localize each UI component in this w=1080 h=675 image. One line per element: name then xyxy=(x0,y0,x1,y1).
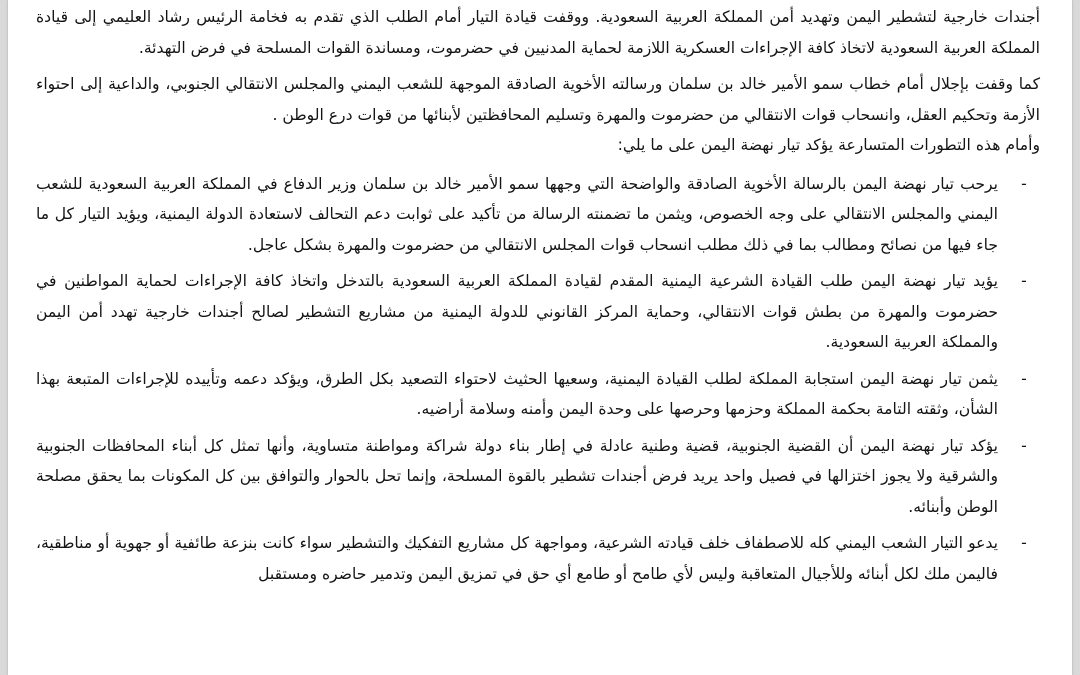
dash-bullet-icon: - xyxy=(1021,534,1027,552)
dash-bullet-icon: - xyxy=(1021,272,1027,290)
list-item-text: يدعو التيار الشعب اليمني كله للاصطفاف خلف قيادته الشرعية، ومواجهة كل مشاريع التفكيك والتشطير سواء كانت بنزعة طائفية أو جهوية أو مناطقية، فاليمن ملك لكل أبنائه وللأجيال المتعاقبة وليس لأي طامح أو طامع أي حق في تمزيق اليمن وتدمير حاضره ومستقبل xyxy=(36,534,998,583)
list-item xyxy=(36,528,1040,589)
list-item-text: يرحب تيار نهضة اليمن بالرسالة الأخوية الصادقة والواضحة التي وجهها سمو الأمير خالد بن سلمان وزير الدفاع في المملكة العربية السعودية للشعب اليمني والمجلس الانتقالي على وجه الخصوص، ويثمن ما تضمنته الرسالة من تأكيد على ثوابت دعم التحالف لاستعادة الدولة اليمنية، ويؤيد التيار كل ما جاء فيها من نصائح ومطالب بما في ذلك مطلب انسحاب قوات المجلس الانتقالي من حضرموت والمهرة بشكل عاجل. xyxy=(36,174,998,254)
paragraph-intro: أجندات خارجية لتشطير اليمن وتهديد أمن المملكة العربية السعودية. ووقفت قيادة التيار أمام الطلب الذي تقدم به فخامة الرئيس رشاد العليمي إلى قيادة المملكة العربية السعودية لاتخاذ كافة الإجراءات العسكرية اللازمة لحماية المدنيين في حضرموت، ومساندة القوات المسلحة في فرض التهدئة. xyxy=(36,8,1040,57)
list-item-text: يثمن تيار نهضة اليمن استجابة المملكة لطلب القيادة اليمنية، وسعيها الحثيث لاحتواء التصعيد بكل الطرق، ويؤكد دعمه وتأييده للإجراءات المتبعة بهذا الشأن، وثقته التامة بحكمة المملكة وحزمها وحرصها على وحدة اليمن وأمنه وسلامة أراضيه. xyxy=(36,369,998,418)
list-item-text: يؤيد تيار نهضة اليمن طلب القيادة الشرعية اليمنية المقدم لقيادة المملكة العربية السعودية بالتدخل واتخاذ كافة الإجراءات لحماية المواطنين في حضرموت والمهرة من بطش قوات الانتقالي، وحماية المركز القانوني للدولة اليمنية من مشاريع التشطير لصالح أجندات خارجية تهدد أمن اليمن والمملكة العربية السعودية. xyxy=(36,272,998,351)
list-item xyxy=(36,169,1040,261)
dash-bullet-icon: - xyxy=(1021,174,1027,193)
list-item-text: يؤكد تيار نهضة اليمن أن القضية الجنوبية، قضية وطنية عادلة في إطار بناء دولة شراكة ومواطنة متساوية، وأنها تمثل كل أبناء المحافظات الجنوبية والشرقية ولا يجوز اختزالها في فصيل واحد يريد فرض أجندات تشطير بالقوة المسلحة، وإنما تحل بالحوار والتوافق بين كل المكونات بما يحقق مصلحة الوطن وأبنائه. xyxy=(36,436,998,516)
paragraph-prince-address: كما وقفت بإجلال أمام خطاب سمو الأمير خالد بن سلمان ورسالته الأخوية الصادقة الموجهة للشعب اليمني والمجلس الانتقالي الجنوبي، والداعية إلى احتواء الأزمة وتحكيم العقل، وانسحاب قوات الانتقالي من حضرموت والمهرة وتسليم المحافظتين لأبنائها من قوات درع الوطن . xyxy=(36,75,1040,124)
list-item xyxy=(36,364,1040,425)
document-page xyxy=(8,0,1072,675)
statement-list xyxy=(36,169,1040,590)
document-body xyxy=(36,2,1040,595)
list-item xyxy=(36,431,1040,523)
paragraph-list-lead: وأمام هذه التطورات المتسارعة يؤكد تيار نهضة اليمن على ما يلي: xyxy=(617,136,1040,154)
dash-bullet-icon: - xyxy=(1021,369,1027,388)
dash-bullet-icon: - xyxy=(1021,436,1027,455)
list-item xyxy=(36,266,1040,358)
